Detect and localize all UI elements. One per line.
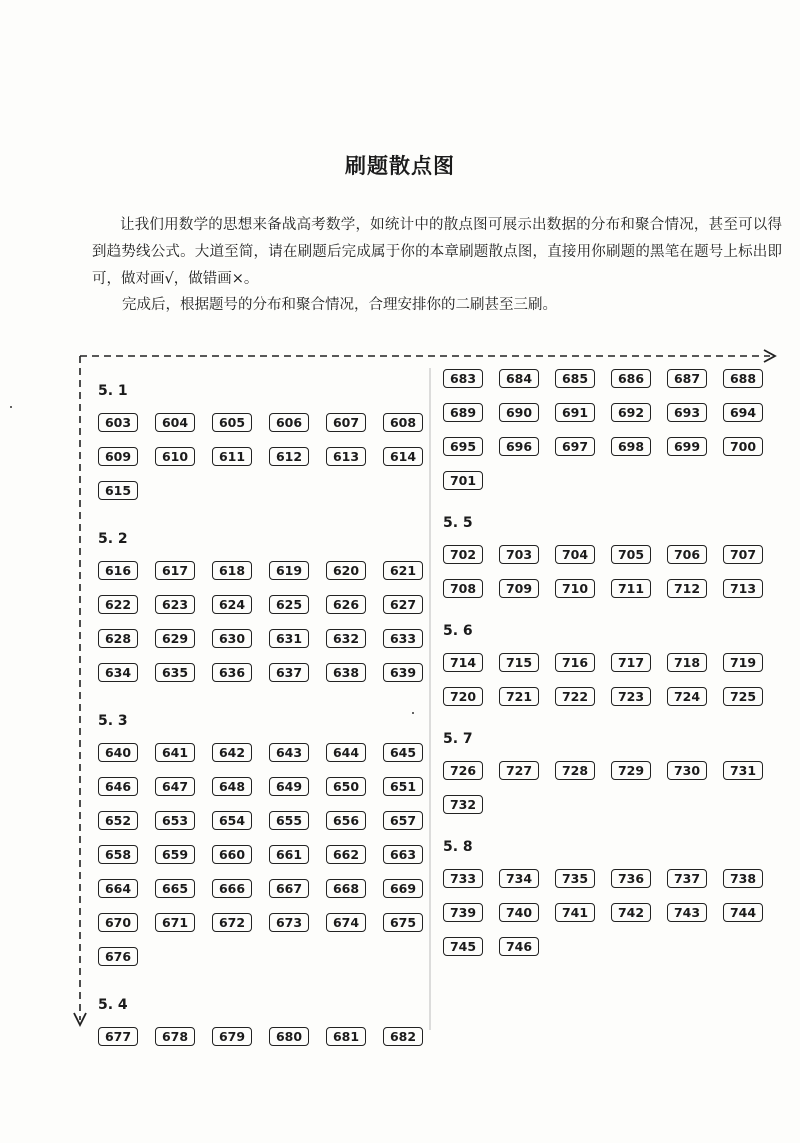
- question-number-box[interactable]: 709: [499, 579, 539, 598]
- question-number-box[interactable]: 639: [383, 663, 423, 682]
- question-number-box[interactable]: 696: [499, 437, 539, 456]
- question-number-box[interactable]: 646: [98, 777, 138, 796]
- question-number-box[interactable]: 652: [98, 811, 138, 830]
- question-number-box[interactable]: 713: [723, 579, 763, 598]
- question-number-box[interactable]: 612: [269, 447, 309, 466]
- question-number-box[interactable]: 637: [269, 663, 309, 682]
- question-number-box[interactable]: 616: [98, 561, 138, 580]
- question-number-box[interactable]: 732: [443, 795, 483, 814]
- question-number-box[interactable]: 666: [212, 879, 252, 898]
- question-number-box[interactable]: 731: [723, 761, 763, 780]
- question-number-box[interactable]: 638: [326, 663, 366, 682]
- question-number-box[interactable]: 627: [383, 595, 423, 614]
- question-number-box[interactable]: 647: [155, 777, 195, 796]
- question-number-box[interactable]: 668: [326, 879, 366, 898]
- question-number-box[interactable]: 724: [667, 687, 707, 706]
- intro-paragraph: 让我们用数学的思想来备战高考数学，如统计中的散点图可展示出数据的分布和聚合情况，甚至可以得到趋势线公式。大道至简，请在刷题后完成属于你的本章刷题散点图，直接用你刷题的黑笔在题号上标出即可，做对画√，做错画×。: [92, 217, 782, 287]
- question-number-box[interactable]: 702: [443, 545, 483, 564]
- section-label: 5. 2: [98, 531, 128, 547]
- question-number-box[interactable]: 723: [611, 687, 651, 706]
- question-number-box[interactable]: 672: [212, 913, 252, 932]
- question-number-box[interactable]: 718: [667, 653, 707, 672]
- question-number-box[interactable]: 744: [723, 903, 763, 922]
- question-number-box[interactable]: 663: [383, 845, 423, 864]
- question-number-box[interactable]: 737: [667, 869, 707, 888]
- question-number-box[interactable]: 679: [212, 1027, 252, 1046]
- section-label: 5. 4: [98, 997, 128, 1013]
- question-number-box[interactable]: 740: [499, 903, 539, 922]
- question-number-box[interactable]: 715: [499, 653, 539, 672]
- question-number-box[interactable]: 644: [326, 743, 366, 762]
- question-number-box[interactable]: 631: [269, 629, 309, 648]
- question-number-box[interactable]: 623: [155, 595, 195, 614]
- question-number-box[interactable]: 620: [326, 561, 366, 580]
- question-number-box[interactable]: 610: [155, 447, 195, 466]
- question-number-box[interactable]: 657: [383, 811, 423, 830]
- question-number-box[interactable]: 735: [555, 869, 595, 888]
- question-number-box[interactable]: 738: [723, 869, 763, 888]
- question-number-box[interactable]: 614: [383, 447, 423, 466]
- question-number-box[interactable]: 633: [383, 629, 423, 648]
- question-number-box[interactable]: 604: [155, 413, 195, 432]
- question-number-box[interactable]: 676: [98, 947, 138, 966]
- question-number-box[interactable]: 625: [269, 595, 309, 614]
- question-number-box[interactable]: 725: [723, 687, 763, 706]
- question-number-box[interactable]: 687: [667, 369, 707, 388]
- question-number-box[interactable]: 655: [269, 811, 309, 830]
- question-number-box[interactable]: 705: [611, 545, 651, 564]
- question-number-box[interactable]: 653: [155, 811, 195, 830]
- question-number-box[interactable]: 641: [155, 743, 195, 762]
- question-number-box[interactable]: 626: [326, 595, 366, 614]
- instruction-paragraph: 完成后，根据题号的分布和聚合情况，合理安排你的二刷甚至三刷。: [122, 297, 557, 313]
- question-number-box[interactable]: 683: [443, 369, 483, 388]
- question-number-box[interactable]: 727: [499, 761, 539, 780]
- question-number-box[interactable]: 609: [98, 447, 138, 466]
- question-number-box[interactable]: 712: [667, 579, 707, 598]
- question-number-box[interactable]: 642: [212, 743, 252, 762]
- question-number-box[interactable]: 640: [98, 743, 138, 762]
- question-number-box[interactable]: 717: [611, 653, 651, 672]
- question-number-box[interactable]: 736: [611, 869, 651, 888]
- question-number-box[interactable]: 739: [443, 903, 483, 922]
- question-number-box[interactable]: 711: [611, 579, 651, 598]
- question-number-box[interactable]: 648: [212, 777, 252, 796]
- question-number-box[interactable]: 693: [667, 403, 707, 422]
- question-number-box[interactable]: 621: [383, 561, 423, 580]
- question-number-box[interactable]: 688: [723, 369, 763, 388]
- question-number-box[interactable]: 660: [212, 845, 252, 864]
- question-number-box[interactable]: 682: [383, 1027, 423, 1046]
- question-number-box[interactable]: 658: [98, 845, 138, 864]
- question-number-box[interactable]: 697: [555, 437, 595, 456]
- question-number-box[interactable]: 742: [611, 903, 651, 922]
- question-number-box[interactable]: 650: [326, 777, 366, 796]
- question-number-box[interactable]: 706: [667, 545, 707, 564]
- section-label: 5. 1: [98, 383, 128, 399]
- question-number-box[interactable]: 703: [499, 545, 539, 564]
- page-title: 刷题散点图: [345, 154, 455, 178]
- question-number-box[interactable]: 675: [383, 913, 423, 932]
- question-number-box[interactable]: 643: [269, 743, 309, 762]
- question-number-box[interactable]: 700: [723, 437, 763, 456]
- question-number-box[interactable]: 654: [212, 811, 252, 830]
- question-number-box[interactable]: 746: [499, 937, 539, 956]
- question-number-box[interactable]: 719: [723, 653, 763, 672]
- question-number-box[interactable]: 665: [155, 879, 195, 898]
- question-number-box[interactable]: 603: [98, 413, 138, 432]
- question-number-box[interactable]: 622: [98, 595, 138, 614]
- question-number-box[interactable]: 611: [212, 447, 252, 466]
- question-number-box[interactable]: 694: [723, 403, 763, 422]
- question-number-box[interactable]: 729: [611, 761, 651, 780]
- question-number-box[interactable]: 659: [155, 845, 195, 864]
- question-number-box[interactable]: 689: [443, 403, 483, 422]
- question-number-box[interactable]: 649: [269, 777, 309, 796]
- question-number-box[interactable]: 730: [667, 761, 707, 780]
- question-number-box[interactable]: 721: [499, 687, 539, 706]
- question-number-box[interactable]: 690: [499, 403, 539, 422]
- question-number-box[interactable]: 714: [443, 653, 483, 672]
- question-number-box[interactable]: 726: [443, 761, 483, 780]
- question-number-box[interactable]: 691: [555, 403, 595, 422]
- question-number-box[interactable]: 704: [555, 545, 595, 564]
- stray-dot: [10, 406, 12, 408]
- question-number-box[interactable]: 605: [212, 413, 252, 432]
- question-number-box[interactable]: 698: [611, 437, 651, 456]
- question-number-box[interactable]: 607: [326, 413, 366, 432]
- question-number-box[interactable]: 636: [212, 663, 252, 682]
- question-number-box[interactable]: 634: [98, 663, 138, 682]
- question-number-box[interactable]: 677: [98, 1027, 138, 1046]
- question-number-box[interactable]: 720: [443, 687, 483, 706]
- question-number-box[interactable]: 671: [155, 913, 195, 932]
- question-number-box[interactable]: 710: [555, 579, 595, 598]
- question-number-box[interactable]: 615: [98, 481, 138, 500]
- question-number-box[interactable]: 684: [499, 369, 539, 388]
- question-number-box[interactable]: 670: [98, 913, 138, 932]
- question-number-box[interactable]: 680: [269, 1027, 309, 1046]
- question-number-box[interactable]: 743: [667, 903, 707, 922]
- question-number-box[interactable]: 707: [723, 545, 763, 564]
- question-number-box[interactable]: 701: [443, 471, 483, 490]
- question-number-box[interactable]: 628: [98, 629, 138, 648]
- section-label: 5. 6: [443, 623, 473, 639]
- question-number-box[interactable]: 685: [555, 369, 595, 388]
- question-number-box[interactable]: 651: [383, 777, 423, 796]
- section-label: 5. 3: [98, 713, 128, 729]
- question-number-box[interactable]: 734: [499, 869, 539, 888]
- question-number-box[interactable]: 681: [326, 1027, 366, 1046]
- question-number-box[interactable]: 728: [555, 761, 595, 780]
- question-number-box[interactable]: 606: [269, 413, 309, 432]
- question-number-box[interactable]: 608: [383, 413, 423, 432]
- question-number-box[interactable]: 745: [443, 937, 483, 956]
- question-number-box[interactable]: 678: [155, 1027, 195, 1046]
- question-number-box[interactable]: 635: [155, 663, 195, 682]
- question-number-box[interactable]: 613: [326, 447, 366, 466]
- question-number-box[interactable]: 708: [443, 579, 483, 598]
- question-number-box[interactable]: 632: [326, 629, 366, 648]
- question-number-box[interactable]: 673: [269, 913, 309, 932]
- question-number-box[interactable]: 617: [155, 561, 195, 580]
- question-number-box[interactable]: 741: [555, 903, 595, 922]
- question-number-box[interactable]: 686: [611, 369, 651, 388]
- question-number-box[interactable]: 618: [212, 561, 252, 580]
- question-number-box[interactable]: 733: [443, 869, 483, 888]
- question-number-box[interactable]: 619: [269, 561, 309, 580]
- question-number-box[interactable]: 674: [326, 913, 366, 932]
- question-number-box[interactable]: 624: [212, 595, 252, 614]
- question-number-box[interactable]: 699: [667, 437, 707, 456]
- question-number-box[interactable]: 656: [326, 811, 366, 830]
- section-label: 5. 7: [443, 731, 473, 747]
- question-number-box[interactable]: 629: [155, 629, 195, 648]
- question-number-box[interactable]: 695: [443, 437, 483, 456]
- question-number-box[interactable]: 669: [383, 879, 423, 898]
- question-number-box[interactable]: 664: [98, 879, 138, 898]
- question-number-box[interactable]: 645: [383, 743, 423, 762]
- question-number-box[interactable]: 630: [212, 629, 252, 648]
- question-number-box[interactable]: 716: [555, 653, 595, 672]
- section-label: 5. 5: [443, 515, 473, 531]
- stray-dot: [412, 712, 414, 714]
- section-label: 5. 8: [443, 839, 473, 855]
- question-number-box[interactable]: 692: [611, 403, 651, 422]
- question-number-box[interactable]: 667: [269, 879, 309, 898]
- question-number-box[interactable]: 661: [269, 845, 309, 864]
- question-number-box[interactable]: 722: [555, 687, 595, 706]
- question-number-box[interactable]: 662: [326, 845, 366, 864]
